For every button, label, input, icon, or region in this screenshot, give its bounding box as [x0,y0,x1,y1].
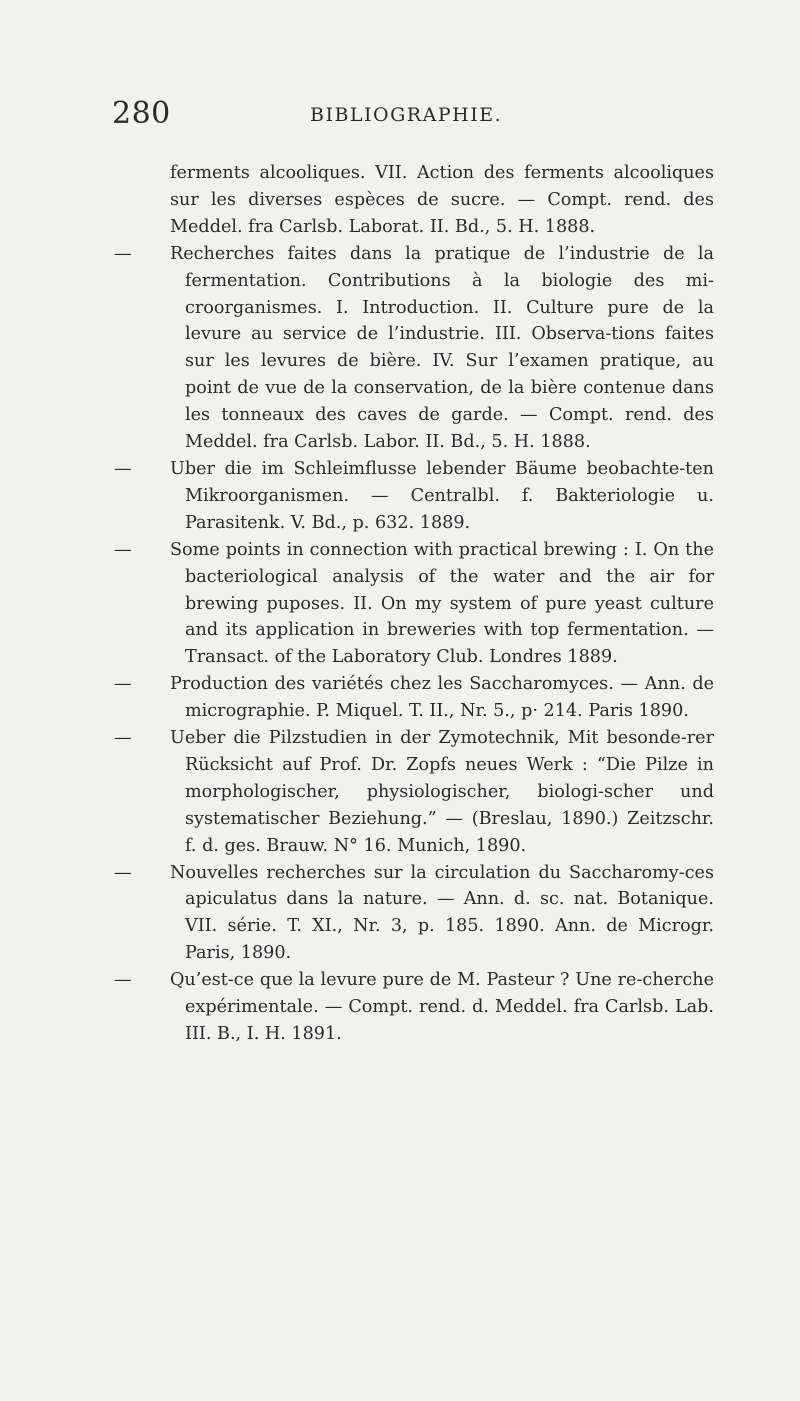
bibliography-entry [114,241,714,456]
bibliography-entry [114,456,714,537]
bibliography-entry [114,160,714,241]
entry-dash: — [114,458,132,479]
page-number: 280 [112,96,171,131]
entry-text: ferments alcooliques. VII. Action des ferments alcooliques sur les diverses espèces de sucre. — Compt. rend. des Meddel. fra Carlsb. Laborat. II. Bd., 5. H. 1888. [170,163,714,237]
bibliography-entry [114,537,714,672]
entry-text: Uber die im Schleimflusse lebender Bäume beobachte-ten Mikroorganismen. — Centralbl. f. Bakteriologie u. Parasitenk. V. Bd., p. 632. 1889. [170,458,714,533]
entry-text: Qu’est-ce que la levure pure de M. Pasteur ? Une re-cherche expérimentale. — Compt. rend. d. Meddel. fra Carlsb. Lab. III. B., I. H. 1891. [170,970,714,1044]
entry-text: Nouvelles recherches sur la circulation du Saccharomy-ces apiculatus dans la nature. — Ann. d. sc. nat. Botanique. VII. série. T. XI., Nr. 3, p. 185. 1890. Ann. de Microgr. Paris, 1890. [170,862,714,964]
bibliography-entry [114,860,714,968]
entry-dash: — [114,728,132,749]
bibliography-list [114,160,714,1048]
entry-text: Recherches faites dans la pratique de l’industrie de la fermentation. Contributions à la biologie des mi-croorganismes. I. Introduction. II. Culture pure de la levure au service de l’industrie. III. Observa-tions faites sur les levures de bière. IV. Sur l’examen pratique, au point de vue de la conservation, de la bière contenue dans les tonneaux des caves de garde. — Compt. rend. des Meddel. fra Carlsb. Labor. II. Bd., 5. H. 1888. [170,243,714,453]
entry-text: Some points in connection with practical brewing : I. On the bacteriological analysis of the water and the air for brewing puposes. II. On my system of pure yeast culture and its application in breweries with top fermentation. — Transact. of the Laboratory Club. Londres 1889. [170,539,714,668]
bibliography-entry [114,671,714,725]
entry-text: Ueber die Pilzstudien in der Zymotechnik, Mit besonde-rer Rücksicht auf Prof. Dr. Zopfs neues Werk : “Die Pilze in morphologischer, physiologischer, biologi-scher und systematischer Beziehung.” — (Breslau, 1890.) Zeitzschr. f. d. ges. Brauw. N° 16. Munich, 1890. [170,728,714,856]
entry-text: Production des variétés chez les Saccharomyces. — Ann. de micrographie. P. Miquel. T. II., Nr. 5., p· 214. Paris 1890. [170,674,714,722]
entry-dash: — [114,862,132,883]
entry-dash: — [114,539,132,560]
entry-dash: — [114,243,132,264]
entry-dash: — [114,970,132,991]
entry-dash: — [114,674,132,695]
bibliography-entry [114,967,714,1048]
bibliography-entry [114,725,714,860]
running-head: BIBLIOGRAPHIE. [310,104,503,126]
